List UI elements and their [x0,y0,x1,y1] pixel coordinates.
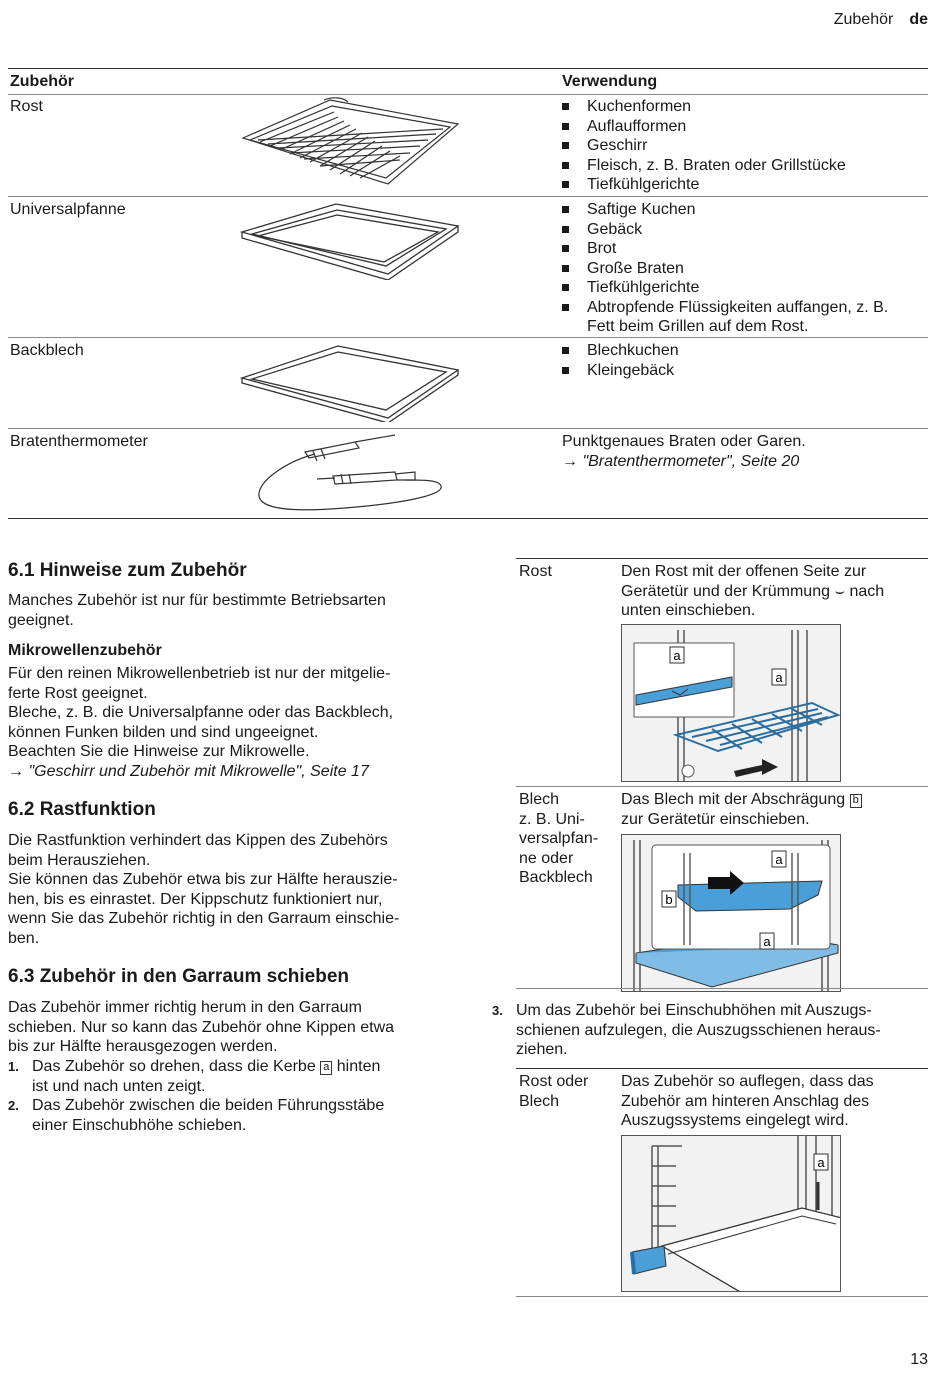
meat-thermometer-image [255,432,450,514]
section-6-2-text [8,831,478,948]
row-divider [8,196,928,197]
text-line: Den Rost mit der offenen Seite zur [621,563,867,580]
blech-label [519,790,598,888]
universal-pan-image [238,200,463,280]
right-table-2-bottom-rule [516,1296,928,1297]
step-text: schienen aufzulegen, die Auszugsschienen heraus- [516,1021,881,1039]
table-row-universalpfanne-name: Universalpfanne [10,201,126,218]
section-6-1-title: 6.1 Hinweise zum Zubehör [8,560,247,581]
text-segment: Gerätetür und der Krümmung [621,582,830,600]
callout-a: a [775,670,783,685]
page-header [834,10,928,30]
rost-instruction [621,562,926,621]
section-6-2-title: 6.2 Rastfunktion [8,799,156,820]
callout-a: a [673,648,681,663]
telescopic-rail-illustration [622,1136,841,1292]
list-item: Kuchenformen [562,97,846,117]
right-row-divider [516,786,928,787]
rost-label: Rost [519,563,552,580]
microwave-accessory-text [8,664,478,781]
step-number: 3. [492,1003,503,1018]
section-6-1-intro [8,591,478,630]
table-header-usage: Verwendung [562,73,658,90]
right-table-2-top-rule [516,1068,928,1069]
text-line: Zubehör am hinteren Anschlag des [621,1092,870,1110]
text-line: Blech [519,791,560,808]
text-line [621,582,926,602]
thermometer-usage-text: Punktgenaues Braten oder Garen. [562,433,806,450]
rost-oder-blech-instruction [621,1072,926,1131]
blech-instruction [621,790,926,829]
text-line [621,790,926,810]
tray-insertion-illustration [622,835,841,992]
text-line: Bleche, z. B. die Universalpfanne oder das Backblech, [8,704,394,721]
callout-label-a: a [320,1061,332,1075]
text-line: Manches Zubehör ist nur für bestimmte Betriebsarten [8,592,386,609]
section-6-3-title: 6.3 Zubehör in den Garraum schieben [8,966,350,987]
step-3-list [492,1001,928,1060]
page-number: 13 [910,1350,928,1368]
rost-oder-blech-label [519,1072,588,1111]
table-header-rule [8,94,928,95]
arrow-right-icon: → [562,452,578,470]
microwave-accessory-subtitle: Mikrowellenzubehör [8,642,162,659]
list-item: Fleisch, z. B. Braten oder Grillstücke [562,156,846,176]
list-item: Brot [562,239,888,259]
text-line: zur Gerätetür einschieben. [621,810,810,828]
telescopic-rail-figure [621,1135,841,1292]
text-line: versalpfan- [519,830,599,847]
step-2 [8,1096,478,1135]
text-line: geeignet. [8,611,74,629]
list-item-line: Fett beim Grillen auf dem Rost. [587,318,809,335]
step-text: Das Zubehör zwischen die beiden Führungsstäbe [32,1097,385,1114]
baking-tray-image [238,342,463,422]
section-6-3-steps [8,1057,478,1135]
list-item: Blechkuchen [562,341,679,361]
tray-insertion-figure [621,834,841,992]
text-line: schieben. Nur so kann das Zubehör ohne Kippen etwa [8,1018,395,1036]
thermometer-usage [562,432,806,471]
row-divider [8,428,928,429]
right-table-top-rule [516,558,928,559]
section-name: Zubehör [833,11,894,28]
table-header-accessory: Zubehör [10,73,74,90]
callout-a: a [763,934,771,949]
list-item: Kleingebäck [562,361,679,381]
step-text: einer Einschubhöhe schieben. [32,1116,247,1134]
text-line: Rost oder [519,1073,589,1090]
text-segment: nach [849,582,885,600]
universalpfanne-usage-list [562,200,888,337]
text-segment: Das Blech mit der Abschrägung [621,791,846,808]
text-line: Sie können das Zubehör etwa bis zur Hälfte herauszie- [8,871,398,888]
list-item: Geschirr [562,136,846,156]
arrow-right-icon: → [8,762,24,780]
step-3 [492,1001,928,1060]
table-row-bratenthermometer-name: Bratenthermometer [10,433,148,450]
text-line: z. B. Uni- [519,810,585,828]
list-item: Tiefkühlgerichte [562,175,846,195]
right-row-divider [516,988,928,989]
text-line: hen, bis es einrastet. Der Kippschutz funktioniert nur, [8,890,383,908]
thermometer-reference [562,452,806,472]
text-line: Blech [519,1092,560,1110]
callout-a: a [775,852,783,867]
table-bottom-rule [8,518,928,519]
list-item: Große Braten [562,259,888,279]
rack-image [238,96,463,188]
reference-text: "Geschirr und Zubehör mit Mikrowelle", Seite 17 [28,762,369,780]
table-top-rule [8,68,928,69]
curve-icon: ⌣ [834,582,845,600]
step-number: 1. [8,1059,19,1074]
list-item [562,298,888,337]
text-line: Für den reinen Mikrowellenbetrieb ist nur der mitgelie- [8,665,391,682]
text-line: Das Zubehör so auflegen, dass das [621,1073,874,1090]
text-line: ne oder [519,849,574,867]
text-line: Backblech [519,869,593,886]
text-line: wenn Sie das Zubehör richtig in den Garraum einschie- [8,910,400,927]
step-1 [8,1057,478,1096]
list-item: Gebäck [562,220,888,240]
section-6-3-text [8,998,478,1057]
text-line: ben. [8,929,40,947]
list-item-line: Abtropfende Flüssigkeiten auffangen, z. B. [587,298,889,316]
table-row-backblech-name: Backblech [10,342,84,359]
rost-usage-list [562,97,846,195]
callout-b: b [665,892,673,907]
text-line: unten einschieben. [621,602,756,619]
callout-a: a [817,1155,825,1170]
text-line: Das Zubehör immer richtig herum in den Garraum [8,999,362,1016]
text-line: ferte Rost geeignet. [8,684,148,702]
list-item: Auflaufformen [562,117,846,137]
backblech-usage-list [562,341,679,380]
text-line: können Funken bilden und sind ungeeignet. [8,723,319,741]
step-text: ist und nach unten zeigt. [32,1077,206,1095]
callout-label-b: b [850,794,862,808]
step-text: Um das Zubehör bei Einschubhöhen mit Auszugs- [516,1002,872,1019]
text-line: Beachten Sie die Hinweise zur Mikrowelle. [8,743,310,760]
step-text: hinten [336,1058,381,1075]
table-row-rost-name: Rost [10,98,43,115]
step-text: ziehen. [516,1041,568,1058]
text-line: Die Rastfunktion verhindert das Kippen des Zubehörs [8,832,388,849]
text-line: Auszugssystems eingelegt wird. [621,1112,849,1129]
list-item: Tiefkühlgerichte [562,278,888,298]
text-line: beim Herausziehen. [8,851,151,869]
step-number: 2. [8,1098,19,1113]
microwave-reference [8,762,478,782]
rack-insertion-figure [621,624,841,782]
list-item: Saftige Kuchen [562,200,888,220]
reference-text: "Bratenthermometer", Seite 20 [582,452,800,470]
language-code: de [909,11,928,28]
step-text: Das Zubehör so drehen, dass die Kerbe [32,1058,316,1075]
rack-insertion-illustration [622,625,841,782]
row-divider [8,337,928,338]
text-line: bis zur Hälfte herausgezogen werden. [8,1038,278,1055]
